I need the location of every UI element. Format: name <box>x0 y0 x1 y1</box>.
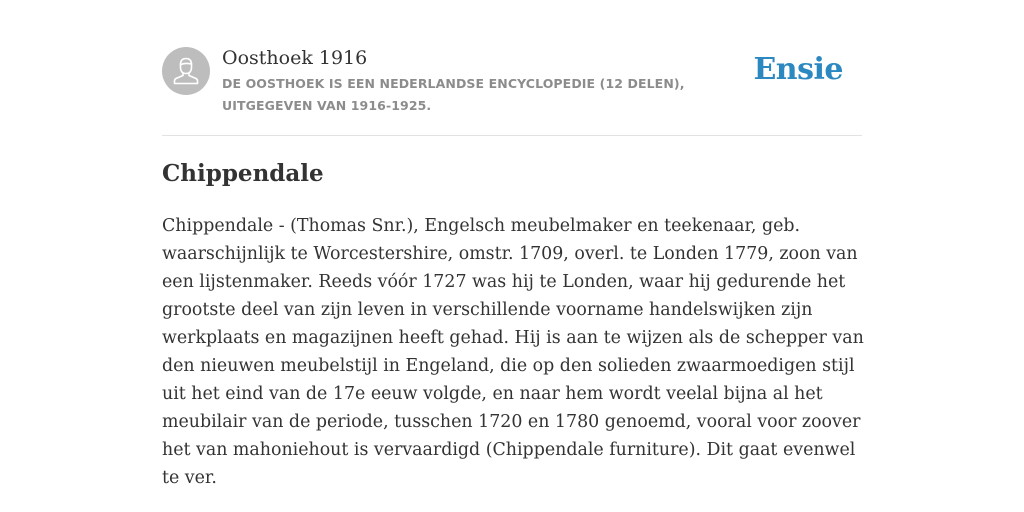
article-title: Chippendale <box>162 160 324 187</box>
user-silhouette-icon <box>162 47 210 95</box>
source-description: DE OOSTHOEK IS EEN NEDERLANDSE ENCYCLOPEDIE (12 DELEN), UITGEGEVEN VAN 1916-1925. <box>222 76 685 113</box>
ensie-logo[interactable]: Ensie <box>753 52 843 87</box>
avatar[interactable] <box>162 47 210 95</box>
source-info <box>222 46 762 117</box>
article-body: Chippendale - (Thomas Snr.), Engelsch meubelmaker en teekenaar, geb. waarschijnlijk te Worcestershire, omstr. 1709, overl. te Londen 1779, zoon van een lijstenmaker. Reeds vóór 1727 was hij te Londen, waar hij gedurende het grootste deel van zijn leven in verschillende voorname handelswijken zijn werkplaats en magazijnen heeft gehad. Hij is aan te wijzen als de schepper van den nieuwen meubelstijl in Engeland, die op den solieden zwaarmoedigen stijl uit het eind van de 17e eeuw volgde, en naar hem wordt veelal bijna al het meubilair van de periode, tusschen 1720 en 1780 genoemd, vooral voor zoover het van mahoniehout is vervaardigd (Chippendale furniture). Dit gaat evenwel te ver. <box>162 216 864 488</box>
source-title[interactable]: Oosthoek 1916 <box>222 47 368 69</box>
source-header <box>162 44 862 136</box>
